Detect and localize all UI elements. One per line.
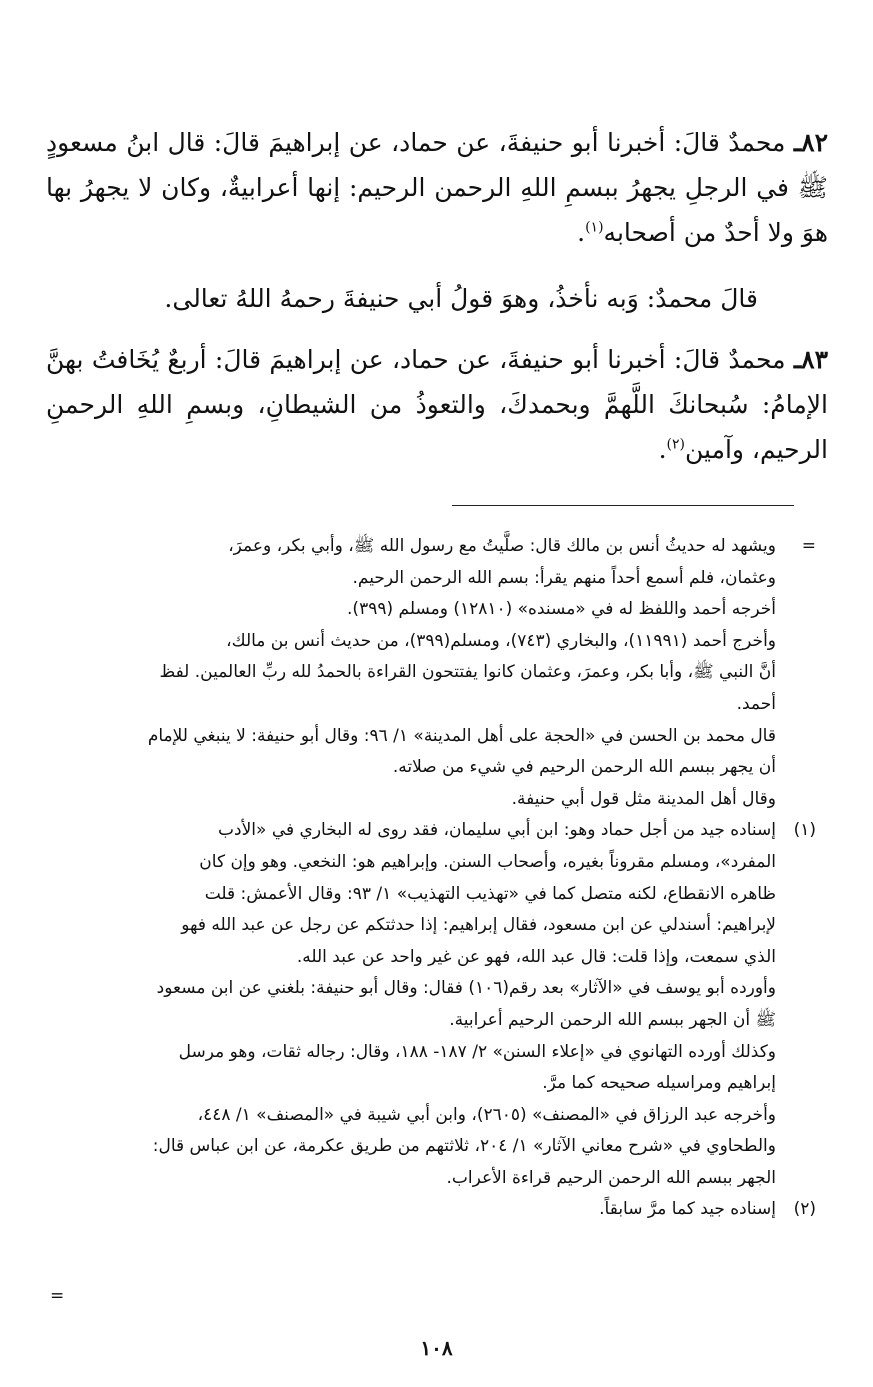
footnote-line: إبراهيم ومراسيله صحيحه كما مرَّ. xyxy=(542,1073,776,1094)
footnote-line: الذي سمعت، وإذا قلت: قال عبد الله، فهو عن غير واحد عن عبد الله. xyxy=(296,946,776,967)
footnote-line: إسناده جيد من أجل حماد وهو: ابن أبي سليمان، فقد روى له البخاري في «الأدب xyxy=(218,820,776,841)
footnote-line: وأخرج أحمد (١١٩٩١)، والبخاري (٧٤٣)، ومسلم(٣٩٩)، من حديث أنس بن مالك، xyxy=(226,630,776,651)
hadith-number: ٨٢ـ xyxy=(793,128,829,157)
sentence-end: . xyxy=(658,435,667,464)
footnote-line: ﷺ أن الجهر ببسم الله الرحمن الرحيم أعرابية. xyxy=(449,1009,776,1030)
footnote-line: وأخرجه عبد الرزاق في «المصنف» (٢٦٠٥)، وابن أبي شيبة في «المصنف» ١/ ٤٤٨، xyxy=(197,1104,776,1125)
footnote-line: ويشهد له حديثُ أنس بن مالك قال: صلَّيتُ مع رسول الله ﷺ، وأبي بكر، وعمرَ، xyxy=(228,536,776,556)
footnote-line: أن يجهر ببسم الله الرحمن الرحيم في شيء من صلاته. xyxy=(392,757,776,778)
footnotes-section xyxy=(46,531,816,1226)
footnote-line: وقال أهل المدينة مثل قول أبي حنيفة. xyxy=(511,788,776,809)
footnote-reference[interactable]: (١) xyxy=(585,219,604,236)
footnote-line: إسناده جيد كما مرَّ سابقاً. xyxy=(599,1199,776,1220)
footnote-continuation xyxy=(46,531,816,815)
hadith-text: محمدٌ قالَ: أخبرنا أبو حنيفةَ، عن حماد، عن إبراهيمَ قالَ: أربعٌ يُخَافتُ بهنَّ الإمامُ: سُبحانكَ اللَّهمَّ وبحمدكَ، والتعوذُ من الشيطانِ، وبسمِ اللهِ الرحمنِ الرحيم، وآمين xyxy=(46,345,828,464)
footnote-line: أحمد. xyxy=(736,693,776,714)
footnote-line: قال محمد بن الحسن في «الحجة على أهل المدينة» ١/ ٩٦: وقال أبو حنيفة: لا ينبغي للإمام xyxy=(147,725,776,746)
hadith-number: ٨٣ـ xyxy=(793,345,828,374)
footnote-line: ظاهره الانقطاع، لكنه متصل كما في «تهذيب التهذيب» ١/ ٩٣: وقال الأعمش: قلت xyxy=(204,883,776,904)
footnote-line: الجهر ببسم الله الرحمن الرحيم قراءة الأعراب. xyxy=(446,1167,776,1188)
hadith-text: محمدٌ قالَ: أخبرنا أبو حنيفةَ، عن حماد، عن إبراهيمَ قالَ: قال ابنُ مسعودٍ ﷺ في الرجلِ يجهرُ ببسمِ اللهِ الرحمن الرحيم: إنها أعرابيةٌ، وكان لا يجهرُ بها هوَ ولا أحدٌ من أصحابه xyxy=(46,128,828,247)
footnote-line: وأورده أبو يوسف في «الآثار» بعد رقم(١٠٦) فقال: وقال أبو حنيفة: بلغني عن ابن مسعود xyxy=(156,978,776,999)
footnote-line: أنَّ النبي ﷺ، وأبا بكر، وعمرَ، وعثمان كانوا يفتتحون القراءة بالحمدُ لله ربِّ العالمين. لفظ xyxy=(159,662,776,683)
footnote-marker: (٢) xyxy=(793,1199,816,1220)
footnote-reference[interactable]: (٢) xyxy=(666,436,685,453)
footnote-separator xyxy=(452,505,794,506)
footnote-2 xyxy=(46,1194,816,1226)
footnote-line: أخرجه أحمد واللفظ له في «مسنده» (١٢٨١٠) ومسلم (٣٩٩). xyxy=(347,599,776,620)
footnote-line: وعثمان، فلم أسمع أحداً منهم يقرأ: بسم الله الرحمن الرحيم. xyxy=(352,567,776,588)
footnote-line: وكذلك أورده التهانوي في «إعلاء السنن» ٢/ ١٨٧- ١٨٨، وقال: رجاله ثقات، وهو مرسل xyxy=(178,1041,776,1062)
continued-marker: = xyxy=(50,1286,65,1306)
footnote-line: والطحاوي في «شرح معاني الآثار» ١/ ٢٠٤، ثلاثتهم من طريق عكرمة، عن ابن عباس قال: xyxy=(152,1136,776,1157)
hadith-82 xyxy=(46,120,828,255)
hadith-82-comment: قالَ محمدٌ: وَبه نأخذُ، وهوَ قولُ أبي حنيفةَ رحمهُ اللهُ تعالى. xyxy=(164,284,758,313)
footnote-line: لإبراهيم: أسندلي عن ابن مسعود، فقال إبراهيم: إذا حدثتكم عن رجل عن عبد الله فهو xyxy=(181,915,776,936)
footnote-1 xyxy=(46,815,816,1194)
page-number: ١٠٨ xyxy=(420,1336,453,1360)
footnote-marker: (١) xyxy=(793,820,816,841)
sentence-end: . xyxy=(577,218,586,247)
continuation-marker: = xyxy=(801,536,816,556)
hadith-83 xyxy=(46,337,828,472)
footnote-line: المفرد»، ومسلم مقروناً بغيره، وأصحاب السنن. وإبراهيم هو: النخعي. وهو وإن كان xyxy=(199,851,776,872)
